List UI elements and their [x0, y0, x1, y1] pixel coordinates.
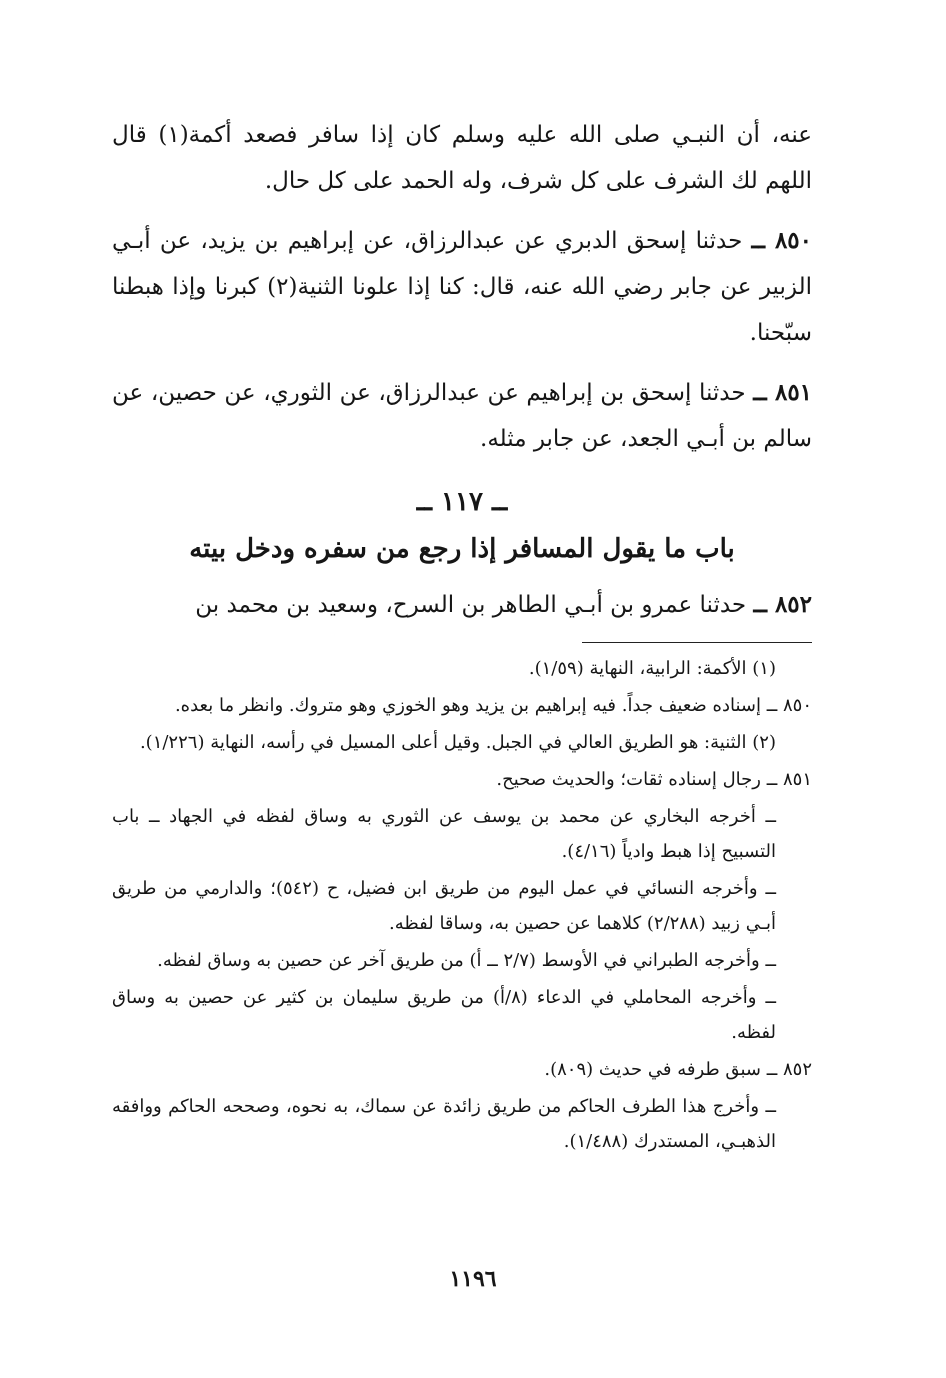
- footnote-text: إسناده ضعيف جداً. فيه إبراهيم بن يزيد وهو الخوزي وهو متروك. وانظر ما بعده.: [174, 695, 761, 716]
- hadith-number: ٨٥٠ ــ: [751, 227, 813, 254]
- footnote-text: ــ وأخرجه المحاملي في الدعاء (٨/أ) من طريق سليمان بن كثير عن حصين به وساق لفظه.: [112, 987, 777, 1043]
- paragraph-text: عنه، أن النبـي صلى الله عليه وسلم كان إذا سافر فصعد أكمة(١) قال اللهم لك الشرف على كل شرف، وله الحمد على كل حال.: [112, 122, 812, 194]
- footnote-text: ــ وأخرجه النسائي في عمل اليوم من طريق ابن فضيل، ح (٥٤٢)؛ والدارمي من طريق أبـي زبيد (٢/٢٨٨) كلاهما عن حصين به، وساقا لفظه.: [112, 878, 776, 934]
- paragraph-text: حدثنا إسحق بن إبراهيم عن عبدالرزاق، عن الثوري، عن حصين، عن سالم بن أبـي الجعد، عن جابر مثله.: [112, 380, 812, 452]
- footnote-text: سبق طرفه في حديث (٨٠٩).: [544, 1059, 761, 1080]
- footnotes: [112, 651, 812, 1159]
- footnote-text: ــ وأخرجه الطبراني في الأوسط (٢/٧ ــ أ) من طريق آخر عن حصين به وساق لفظه.: [157, 950, 776, 971]
- footnote-1: [112, 651, 812, 686]
- footnote-text: ــ أخرجه البخاري عن محمد بن يوسف عن الثوري به وساق لفظه في الجهاد ــ باب التسبيح إذا هبط وادياً (٤/١٦).: [112, 806, 776, 862]
- page-body: [112, 112, 812, 1161]
- footnote-text: ــ وأخرج هذا الطرف الحاكم من طريق زائدة عن سماك، به نحوه، وصححه الحاكم ووافقه الذهبـي، المستدرك (١/٤٨٨).: [112, 1096, 776, 1152]
- footnote-label: ٨٥٢ ــ: [766, 1059, 812, 1080]
- footnote-851-bukhari: [112, 799, 812, 869]
- footnote-text: (٢) الثنية: هو الطريق العالي في الجبل. وقيل أعلى المسيل في رأسه، النهاية (١/٢٢٦).: [139, 732, 776, 753]
- footnote-label: ٨٥٠ ــ: [766, 695, 812, 716]
- paragraph-851: [112, 370, 812, 462]
- footnote-2: [112, 725, 812, 760]
- footnote-851-mahamili: [112, 980, 812, 1050]
- chapter-number: ــ ١١٧ ــ: [416, 487, 508, 517]
- footnote-851-nasai: [112, 871, 812, 941]
- chapter-title: باب ما يقول المسافر إذا رجع من سفره ودخل بيته: [189, 534, 735, 564]
- footnote-851: [112, 762, 812, 797]
- page-number: ١١٩٦: [449, 1266, 497, 1292]
- paragraph-intro: [112, 112, 812, 204]
- paragraph-text: حدثنا عمرو بن أبـي الطاهر بن السرح، وسعيد بن محمد بن: [195, 592, 747, 618]
- paragraph-852: [112, 582, 812, 628]
- footnote-851-tabarani: [112, 943, 812, 978]
- footnote-850: [112, 688, 812, 723]
- hadith-number: ٨٥١ ــ: [753, 379, 813, 406]
- footnote-divider: [582, 642, 812, 643]
- hadith-number: ٨٥٢ ــ: [753, 591, 812, 618]
- footnote-label: ٨٥١ ــ: [766, 769, 812, 790]
- footnote-852: [112, 1052, 812, 1087]
- footnote-text: رجال إسناده ثقات؛ والحديث صحيح.: [496, 769, 761, 790]
- footnote-852-hakim: [112, 1089, 812, 1159]
- paragraph-850: [112, 218, 812, 356]
- paragraph-text: حدثنا إسحق الدبري عن عبدالرزاق، عن إبراهيم بن يزيد، عن أبـي الزبير عن جابر رضي الله عنه، قال: كنا إذا علونا الثنية(٢) كبرنا وإذا هبطنا سبّحنا.: [112, 228, 812, 346]
- footnote-text: (١) الأكمة: الرابية، النهاية (١/٥٩).: [528, 658, 776, 679]
